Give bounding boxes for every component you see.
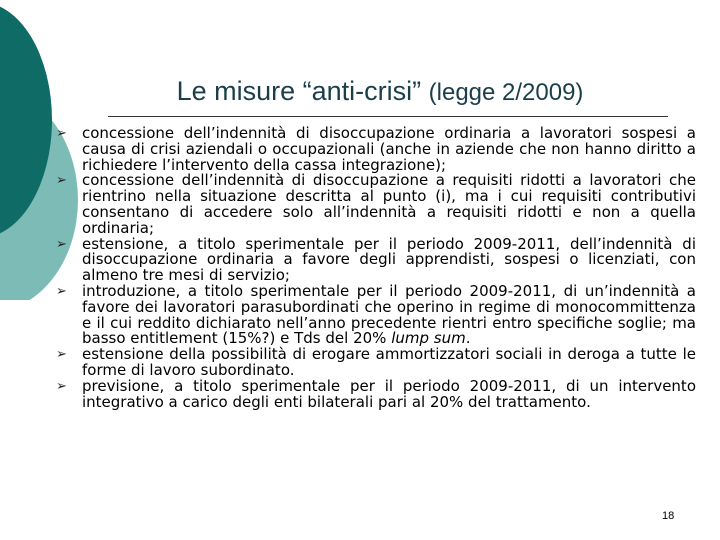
list-item-text: introduzione, a titolo sperimentale per il periodo 2009-2011, di un’indennità a favore dei lavoratori parasubordinati che operino in regime di monocommittenza e il cui reddito dichiarato nell’anno precedente rientri entro specifiche soglie; ma basso entitlement (15%?) e Tds del 20% bbox=[82, 281, 696, 348]
list-item bbox=[56, 234, 696, 285]
arrow-bullet-icon: ➢ bbox=[56, 378, 67, 394]
arrow-bullet-icon: ➢ bbox=[56, 236, 67, 252]
list-item-text: concessione dell’indennità di disoccupazione ordinaria a lavoratori sospesi a causa di crisi aziendali o occupazionali (anche in aziende che non hanno diritto a richiedere l’intervento della cassa integrazione); bbox=[82, 124, 696, 174]
arrow-bullet-icon: ➢ bbox=[56, 347, 67, 363]
bullet-list bbox=[56, 126, 696, 410]
bullet-list-container bbox=[56, 126, 696, 410]
list-item bbox=[56, 376, 696, 411]
list-item-tail: . bbox=[465, 329, 471, 348]
list-item-text: concessione dell’indennità di disoccupazione a requisiti ridotti a lavoratori che rientrino nella situazione descritta al punto (i), ma i cui requisiti contributivi consentano di accedere solo all’indennità a requisiti ridotti e non a quella ordinaria; bbox=[82, 171, 696, 237]
arrow-bullet-icon: ➢ bbox=[56, 126, 67, 141]
list-item bbox=[56, 281, 696, 348]
page-number: 18 bbox=[662, 510, 675, 522]
title-divider bbox=[108, 116, 668, 117]
arrow-bullet-icon: ➢ bbox=[56, 283, 67, 299]
list-item bbox=[56, 126, 696, 173]
list-item bbox=[56, 347, 696, 379]
arrow-bullet-icon: ➢ bbox=[56, 173, 67, 189]
list-item-text: previsione, a titolo sperimentale per il periodo 2009-2011, di un intervento integrativo a carico degli enti bilaterali pari al 20% del trattamento. bbox=[82, 376, 696, 411]
title-main: Le misure “anti-crisi” bbox=[176, 76, 422, 106]
slide-title bbox=[80, 76, 680, 107]
title-subtitle: (legge 2/2009) bbox=[428, 79, 584, 106]
list-item-text: estensione della possibilità di erogare ammortizzatori sociali in deroga a tutte le forme di lavoro subordinato. bbox=[82, 345, 696, 379]
list-item bbox=[56, 173, 696, 236]
list-item-text: estensione, a titolo sperimentale per il periodo 2009-2011, dell’indennità di disoccupazione ordinaria a favore degli apprendisti, sospesi o licenziati, con almeno tre mesi di servizio; bbox=[82, 234, 696, 285]
list-item-emphasis: lump sum bbox=[391, 329, 466, 348]
